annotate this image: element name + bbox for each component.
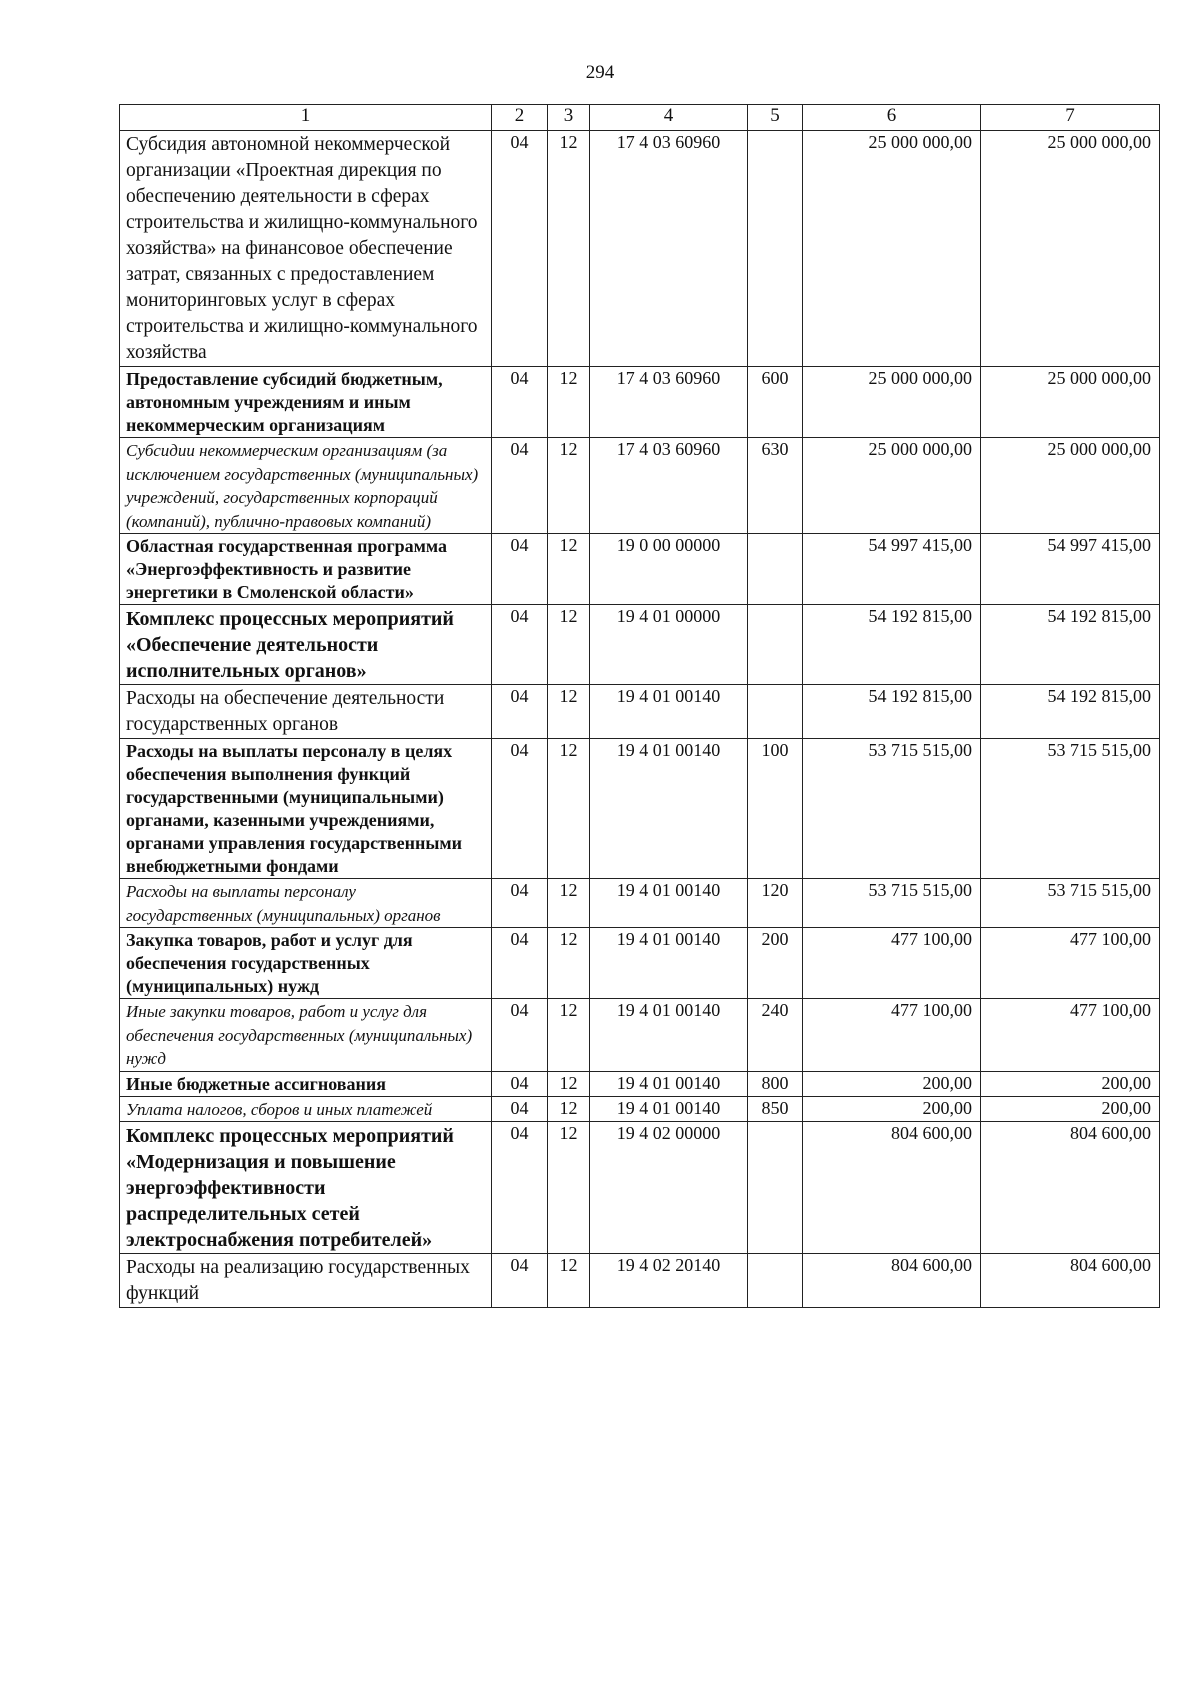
target-article-code: 19 4 02 20140 — [590, 1254, 748, 1308]
target-article-code: 19 4 02 00000 — [590, 1122, 748, 1254]
amount-col7: 25 000 000,00 — [981, 131, 1160, 367]
target-article-code: 19 4 01 00000 — [590, 605, 748, 685]
row-name: Иные бюджетные ассигнования — [120, 1071, 492, 1096]
page-number: 294 — [585, 62, 615, 83]
section-code: 04 — [492, 131, 548, 367]
section-code: 04 — [492, 605, 548, 685]
amount-col7: 25 000 000,00 — [981, 367, 1160, 438]
amount-col7: 200,00 — [981, 1096, 1160, 1122]
expense-type-code: 630 — [748, 438, 803, 534]
subsection-code: 12 — [548, 928, 590, 999]
table-row — [120, 739, 1160, 879]
subsection-code: 12 — [548, 534, 590, 605]
amount-col6: 53 715 515,00 — [803, 739, 981, 879]
section-code: 04 — [492, 739, 548, 879]
section-code: 04 — [492, 999, 548, 1072]
amount-col6: 53 715 515,00 — [803, 879, 981, 928]
budget-table — [119, 104, 1160, 1308]
column-header: 3 — [548, 105, 590, 131]
expense-type-code: 120 — [748, 879, 803, 928]
subsection-code: 12 — [548, 605, 590, 685]
column-header: 6 — [803, 105, 981, 131]
amount-col7: 54 997 415,00 — [981, 534, 1160, 605]
expense-type-code: 100 — [748, 739, 803, 879]
subsection-code: 12 — [548, 685, 590, 739]
amount-col6: 25 000 000,00 — [803, 438, 981, 534]
amount-col7: 54 192 815,00 — [981, 605, 1160, 685]
table-row — [120, 534, 1160, 605]
amount-col6: 477 100,00 — [803, 928, 981, 999]
row-name: Уплата налогов, сборов и иных платежей — [120, 1096, 492, 1122]
amount-col7: 200,00 — [981, 1071, 1160, 1096]
row-name: Субсидия автономной некоммерческой организации «Проектная дирекция по обеспечению деятельности в сферах строительства и жилищно-коммунального хозяйства» на финансовое обеспечение затрат, связанных с предоставлением мониторинговых услуг в сферах строительства и жилищно-коммунального хозяйства — [120, 131, 492, 367]
section-code: 04 — [492, 1122, 548, 1254]
table-body — [120, 131, 1160, 1308]
table-row — [120, 367, 1160, 438]
amount-col6: 25 000 000,00 — [803, 131, 981, 367]
section-code: 04 — [492, 879, 548, 928]
row-name: Расходы на реализацию государственных функций — [120, 1254, 492, 1308]
section-code: 04 — [492, 928, 548, 999]
subsection-code: 12 — [548, 1071, 590, 1096]
section-code: 04 — [492, 1071, 548, 1096]
subsection-code: 12 — [548, 1096, 590, 1122]
subsection-code: 12 — [548, 438, 590, 534]
row-name: Предоставление субсидий бюджетным, автономным учреждениям и иным некоммерческим организациям — [120, 367, 492, 438]
amount-col7: 477 100,00 — [981, 928, 1160, 999]
amount-col6: 200,00 — [803, 1096, 981, 1122]
subsection-code: 12 — [548, 739, 590, 879]
table-row — [120, 605, 1160, 685]
target-article-code: 19 4 01 00140 — [590, 1071, 748, 1096]
amount-col6: 804 600,00 — [803, 1122, 981, 1254]
expense-type-code — [748, 605, 803, 685]
target-article-code: 17 4 03 60960 — [590, 438, 748, 534]
section-code: 04 — [492, 367, 548, 438]
row-name: Расходы на выплаты персоналу государственных (муниципальных) органов — [120, 879, 492, 928]
row-name: Комплекс процессных мероприятий «Модернизация и повышение энергоэффективности распределительных сетей электроснабжения потребителей» — [120, 1122, 492, 1254]
row-name: Иные закупки товаров, работ и услуг для обеспечения государственных (муниципальных) нужд — [120, 999, 492, 1072]
section-code: 04 — [492, 685, 548, 739]
expense-type-code — [748, 534, 803, 605]
subsection-code: 12 — [548, 367, 590, 438]
target-article-code: 19 0 00 00000 — [590, 534, 748, 605]
column-header: 7 — [981, 105, 1160, 131]
table-row — [120, 879, 1160, 928]
column-header: 4 — [590, 105, 748, 131]
expense-type-code — [748, 1254, 803, 1308]
amount-col6: 54 192 815,00 — [803, 605, 981, 685]
column-header: 2 — [492, 105, 548, 131]
amount-col6: 54 997 415,00 — [803, 534, 981, 605]
target-article-code: 19 4 01 00140 — [590, 739, 748, 879]
expense-type-code — [748, 685, 803, 739]
expense-type-code: 850 — [748, 1096, 803, 1122]
row-name: Областная государственная программа «Энергоэффективность и развитие энергетики в Смоленской области» — [120, 534, 492, 605]
target-article-code: 19 4 01 00140 — [590, 1096, 748, 1122]
amount-col7: 804 600,00 — [981, 1254, 1160, 1308]
column-header: 1 — [120, 105, 492, 131]
amount-col7: 804 600,00 — [981, 1122, 1160, 1254]
amount-col7: 53 715 515,00 — [981, 879, 1160, 928]
amount-col6: 477 100,00 — [803, 999, 981, 1072]
amount-col6: 200,00 — [803, 1071, 981, 1096]
section-code: 04 — [492, 1096, 548, 1122]
amount-col6: 804 600,00 — [803, 1254, 981, 1308]
expense-type-code — [748, 131, 803, 367]
amount-col7: 25 000 000,00 — [981, 438, 1160, 534]
subsection-code: 12 — [548, 1122, 590, 1254]
expense-type-code: 800 — [748, 1071, 803, 1096]
target-article-code: 19 4 01 00140 — [590, 879, 748, 928]
section-code: 04 — [492, 438, 548, 534]
table-row — [120, 999, 1160, 1072]
amount-col6: 25 000 000,00 — [803, 367, 981, 438]
table-row — [120, 1254, 1160, 1308]
section-code: 04 — [492, 1254, 548, 1308]
table-row — [120, 928, 1160, 999]
table-row — [120, 1071, 1160, 1096]
table-row — [120, 131, 1160, 367]
target-article-code: 19 4 01 00140 — [590, 928, 748, 999]
table-row — [120, 685, 1160, 739]
row-name: Закупка товаров, работ и услуг для обеспечения государственных (муниципальных) нужд — [120, 928, 492, 999]
subsection-code: 12 — [548, 999, 590, 1072]
expense-type-code: 600 — [748, 367, 803, 438]
expense-type-code: 240 — [748, 999, 803, 1072]
expense-type-code: 200 — [748, 928, 803, 999]
amount-col6: 54 192 815,00 — [803, 685, 981, 739]
amount-col7: 477 100,00 — [981, 999, 1160, 1072]
target-article-code: 17 4 03 60960 — [590, 367, 748, 438]
target-article-code: 17 4 03 60960 — [590, 131, 748, 367]
subsection-code: 12 — [548, 879, 590, 928]
table-row — [120, 438, 1160, 534]
section-code: 04 — [492, 534, 548, 605]
target-article-code: 19 4 01 00140 — [590, 685, 748, 739]
table-row — [120, 1096, 1160, 1122]
amount-col7: 54 192 815,00 — [981, 685, 1160, 739]
column-header: 5 — [748, 105, 803, 131]
amount-col7: 53 715 515,00 — [981, 739, 1160, 879]
subsection-code: 12 — [548, 131, 590, 367]
subsection-code: 12 — [548, 1254, 590, 1308]
row-name: Расходы на обеспечение деятельности государственных органов — [120, 685, 492, 739]
column-number-header-row — [120, 105, 1160, 131]
row-name: Расходы на выплаты персоналу в целях обеспечения выполнения функций государственными (муниципальными) органами, казенными учреждениями, органами управления государственными внебюджетными фондами — [120, 739, 492, 879]
expense-type-code — [748, 1122, 803, 1254]
target-article-code: 19 4 01 00140 — [590, 999, 748, 1072]
row-name: Комплекс процессных мероприятий «Обеспечение деятельности исполнительных органов» — [120, 605, 492, 685]
row-name: Субсидии некоммерческим организациям (за исключением государственных (муниципальных) учреждений, государственных корпораций (компаний), публично-правовых компаний) — [120, 438, 492, 534]
table-row — [120, 1122, 1160, 1254]
